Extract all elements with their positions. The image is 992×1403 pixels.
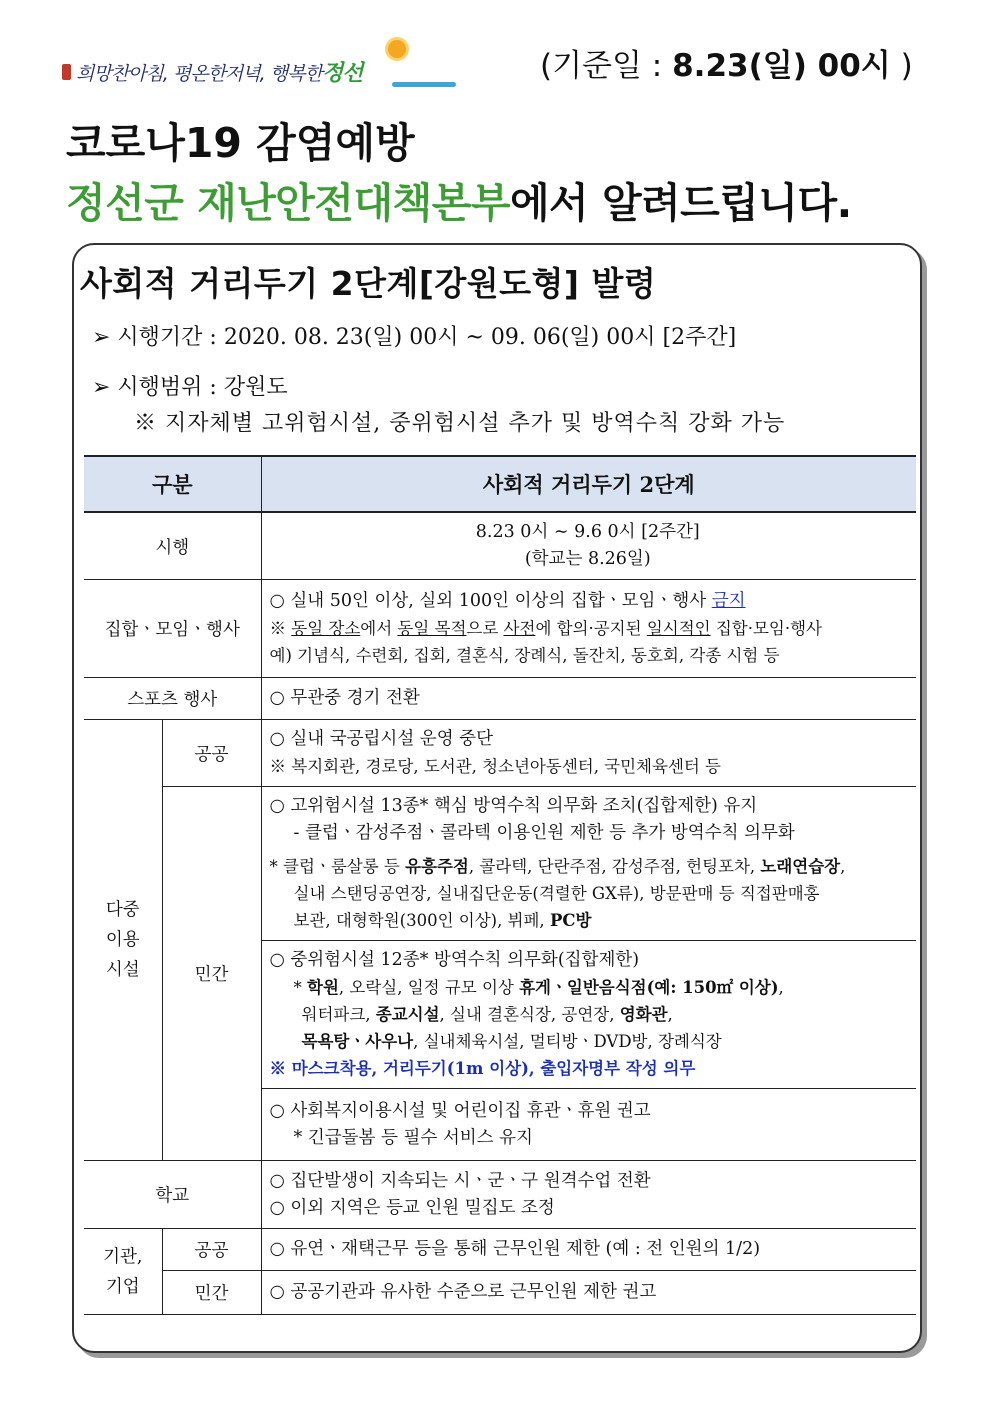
- table-header-row: [84, 456, 916, 512]
- row-label-school: 학교: [84, 1161, 261, 1229]
- title-line2: 정선군 재난안전대책본부에서 알려드립니다.: [66, 179, 852, 227]
- measures-table: [84, 455, 916, 1315]
- logo-mark-icon: [62, 64, 71, 80]
- period-line: ➢ 시행기간 : 2020. 08. 23(일) 00시 ~ 09. 06(일) 00시 [2주간]: [92, 325, 737, 350]
- row-label-sports: 스포츠 행사: [84, 678, 261, 720]
- base-date: (기준일 : 8.23(일) 00시 ): [540, 48, 913, 84]
- sun-icon: [388, 40, 406, 58]
- title-line1: 코로나19 감염예방: [66, 119, 415, 167]
- slogan-logo: [62, 38, 442, 88]
- row-label-multi-use: 다중 이용 시설: [84, 720, 162, 1161]
- sub-label-public: 공공: [162, 720, 261, 787]
- sub-label-org-public: 공공: [162, 1229, 261, 1271]
- row-content-org-public: ○ 유연ㆍ재택근무 등을 통해 근무인원 제한 (예 : 전 인원의 1/2): [261, 1229, 916, 1271]
- row-content-welfare: ○ 사회복지이용시설 및 어린이집 휴관ㆍ휴원 권고 * 긴급돌봄 등 필수 서비스 유지: [261, 1089, 916, 1161]
- row-label-enforce: 시행: [84, 512, 261, 580]
- row-multi-private: [84, 787, 916, 1089]
- mask-rule: ※ 마스크착용, 거리두기(1m 이상), 출입자명부 작성 의무: [269, 1059, 696, 1078]
- row-org-public: [84, 1229, 916, 1271]
- slogan-brand: 정선: [321, 61, 363, 86]
- row-content-high-risk: ○ 고위험시설 13종* 핵심 방역수칙 의무화 조치(집합제한) 유지 - 클럽ㆍ감성주점ㆍ콜라텍 이용인원 제한 등 추가 방역수칙 의무화 * 클럽ㆍ룸살롱 등 유흥주점, 콜라텍, 단란주점, 감성주점, 헌팅포차, 노래연습장, 실내 스탠딩공연장, 실내집단운동(격렬한 GX류), 방문판매 등 직접판매홍 보관, 대형학원(300인 이상), 뷔페, PC방 ○ 중위험시설 12종* 방역수칙 의무화(집합제한) * 학원, 오락실, 일정 규모 이상 휴게ㆍ일반음식점(예: 150㎡ 이상), 워터파크, 종교시설, 실내 결혼식장, 공연장, 영화관, 목욕탕ㆍ사우나, 실내체육시설, 멀티방ㆍDVD방, 장례식장 ※ 마스크착용, 거리두기(1m 이상), 출입자명부 작성 의무: [261, 787, 916, 1089]
- col-header-category: 구분: [84, 456, 261, 512]
- scope-note: ※ 지자체별 고위험시설, 중위험시설 추가 및 방역수칙 강화 가능: [134, 411, 786, 436]
- row-multi-public: [84, 720, 916, 787]
- row-org-private: [84, 1271, 916, 1315]
- notice-headline: 사회적 거리두기 2단계[강원도형] 발령: [80, 264, 657, 303]
- row-content-sports: ○ 무관중 경기 전환: [261, 678, 916, 720]
- col-header-stage: 사회적 거리두기 2단계: [261, 456, 916, 512]
- row-gathering: [84, 580, 916, 678]
- row-school: [84, 1161, 916, 1229]
- row-label-org: 기관, 기업: [84, 1229, 162, 1315]
- scope-line: ➢ 시행범위 : 강원도: [92, 375, 288, 400]
- row-content-enforce: 8.23 0시 ∼ 9.6 0시 [2주간] (학교는 8.26일): [261, 512, 916, 580]
- ban-link[interactable]: 금지: [711, 591, 746, 611]
- row-label-gathering: 집합ㆍ모임ㆍ행사: [84, 580, 261, 678]
- row-content-school: ○ 집단발생이 지속되는 시ㆍ군ㆍ구 원격수업 전환 ○ 이외 지역은 등교 인원 밀집도 조정: [261, 1161, 916, 1229]
- row-content-org-private: ○ 공공기관과 유사한 수준으로 근무인원 제한 권고: [261, 1271, 916, 1315]
- sub-label-org-private: 민간: [162, 1271, 261, 1315]
- sub-label-private: 민간: [162, 787, 261, 1161]
- row-content-multi-public: ○ 실내 국공립시설 운영 중단 ※ 복지회관, 경로당, 도서관, 청소년아동센터, 국민체육센터 등: [261, 720, 916, 787]
- row-enforce: [84, 512, 916, 580]
- mid-risk-block: ○ 중위험시설 12종* 방역수칙 의무화(집합제한) * 학원, 오락실, 일정 규모 이상 휴게ㆍ일반음식점(예: 150㎡ 이상), 워터파크, 종교시설, 실내 결혼식장, 공연장, 영화관, 목욕탕ㆍ사우나, 실내체육시설, 멀티방ㆍDVD방, 장례식장 ※ 마스크착용, 거리두기(1m 이상), 출입자명부 작성 의무: [262, 940, 917, 1082]
- slogan-text: 희망찬아침, 평온한저녁, 행복한정선: [76, 61, 363, 86]
- row-content-gathering: ○ 실내 50인 이상, 실외 100인 이상의 집합ㆍ모임ㆍ행사 금지 ※ 동일 장소에서 동일 목적으로 사전에 합의·공지된 일시적인 집합·모임·행사 예) 기념식, 수련회, 집회, 결혼식, 장례식, 돌잔치, 동호회, 각종 시험 등: [261, 580, 916, 678]
- title-org: 정선군 재난안전대책본부: [66, 179, 510, 227]
- row-sports: [84, 678, 916, 720]
- wave-icon: [392, 82, 456, 87]
